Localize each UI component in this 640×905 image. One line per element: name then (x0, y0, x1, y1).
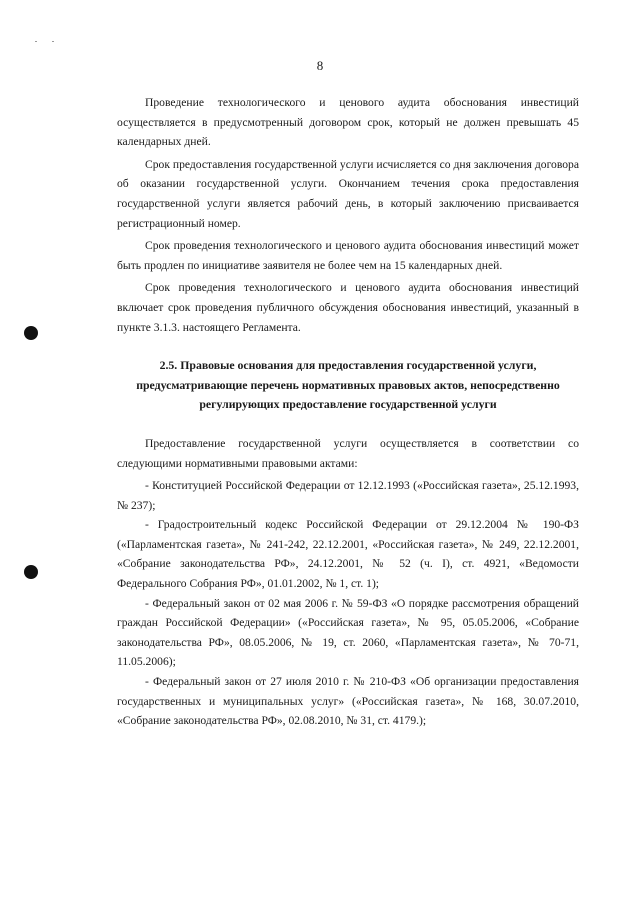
section-heading: 2.5. Правовые основания для предоставления государственной услуги, предусматривающие перечень нормативных правовых актов, непосредственно регулирующих предоставление государственной услуги (136, 358, 560, 412)
paragraph-service-term: Срок предоставления государственной услуги исчисляется со дня заключения договора об оказании государственной услуги. Окончанием течения срока предоставления государственной услуги является рабочий день, в который заключению присваивается регистрационный номер. (117, 157, 579, 230)
list-item-law-59: - Федеральный закон от 02 мая 2006 г. № 59-ФЗ «О порядке рассмотрения обращений граждан Российской Федерации» («Российская газета», № 95, 05.05.2006, «Собрание законодательства РФ», 08.05.2006, № 19, ст. 2060, «Парламентская газета», № 70-71, 11.05.2006); (117, 596, 579, 669)
paragraph-public-discussion: Срок проведения технологического и ценового аудита обоснования инвестиций включает срок проведения публичного обсуждения обоснования инвестиций, указанный в пункте 3.1.3. настоящего Регламента. (117, 281, 579, 334)
paragraph-intro: Предоставление государственной услуги осуществляется в соответствии со следующими нормативными правовыми актами: (117, 436, 579, 470)
list-item-urban-code: - Градостроительный кодекс Российской Федерации от 29.12.2004 № 190-ФЗ («Парламентская газета», № 241-242, 22.12.2001, «Российская газета», № 249, 22.12.2001, «Собрание законодательства РФ», 24.12.2001, № 52 (ч. I), ст. 4921, «Ведомости Федерального Собрания РФ», 01.01.2002, № 1, ст. 1); (117, 518, 579, 591)
page-number: 8 (316, 58, 324, 73)
paragraph-extension: Срок проведения технологического и ценового аудита обоснования инвестиций может быть продлен по инициативе заявителя не более чем на 15 календарных дней. (117, 239, 579, 272)
list-item-law-210: - Федеральный закон от 27 июля 2010 г. № 210-ФЗ «Об организации предоставления государственных и муниципальных услуг» («Российская газета», № 168, 30.07.2010, «Собрание законодательства РФ», 02.08.2010, № 31, ст. 4179.); (117, 675, 579, 728)
scan-speck (35, 41, 37, 42)
binder-hole-bottom (24, 565, 38, 579)
scan-speck (52, 41, 54, 42)
document-body (117, 93, 579, 731)
list-item-constitution: - Конституцией Российской Федерации от 12.12.1993 («Российская газета», 25.12.1993, № 237); (117, 479, 579, 512)
paragraph-audit-term: Проведение технологического и ценового аудита обоснования инвестиций осуществляется в предусмотренный договором срок, который не должен превышать 45 календарных дней. (117, 96, 579, 149)
binder-hole-top (24, 326, 38, 340)
